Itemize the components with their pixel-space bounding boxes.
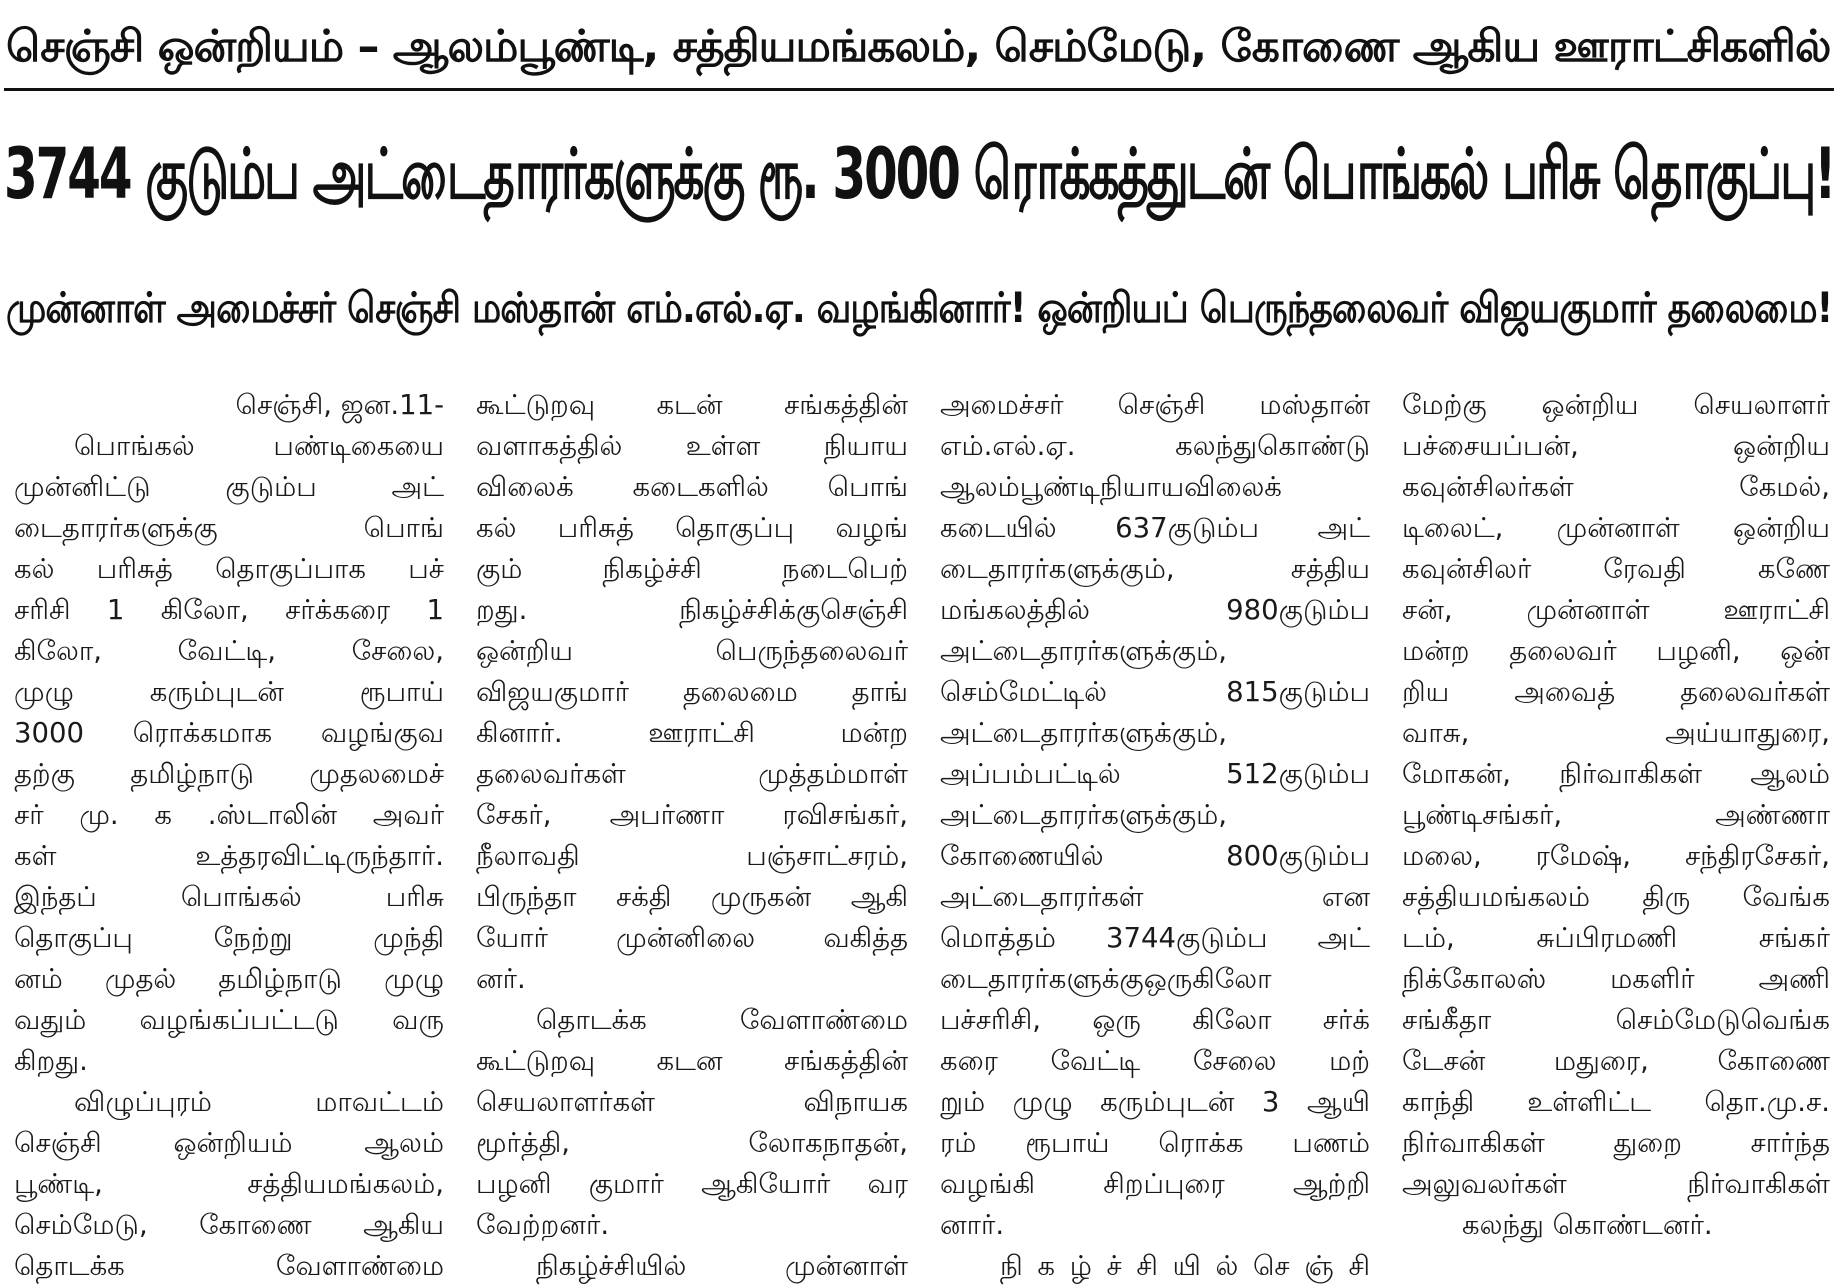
text-line: கலந்து கொண்டனர்.: [1462, 1209, 1713, 1241]
text-line: ஒன்றிய பெருந்தலைவர்: [476, 635, 908, 667]
text-line: மலை, ரமேஷ், சந்திரசேகர்,: [1402, 840, 1830, 872]
text-line: வாசு, அய்யாதுரை,: [1402, 717, 1830, 749]
text-line: கல் பரிசுத் தொகுப்பாக பச்: [14, 553, 444, 585]
text-line: சர் மு. க .ஸ்டாலின் அவர்: [14, 799, 444, 831]
text-line: கவுன்சிலர்கள் கேமல்,: [1402, 471, 1830, 503]
text-line: வளாகத்தில் உள்ள நியாய: [476, 430, 908, 462]
text-line: தொகுப்பு நேற்று முந்தி: [14, 922, 444, 954]
text-line: மங்கலத்தில் 980குடும்ப: [940, 594, 1370, 626]
text-line: சன், முன்னாள் ஊராட்சி: [1402, 594, 1830, 626]
text-line: தற்கு தமிழ்நாடு முதலமைச்: [14, 758, 444, 790]
article-column-2: [476, 385, 908, 1282]
text-line: வதும் வழங்கப்பட்டடு வரு: [14, 1004, 444, 1036]
text-line: மோகன், நிர்வாகிகள் ஆலம்: [1402, 758, 1830, 790]
text-line: கூட்டுறவு கடன் சங்கத்தின்: [476, 389, 908, 421]
text-line: விஜயகுமார் தலைமை தாங்: [476, 676, 908, 708]
text-line: முன்னிட்டு குடும்ப அட்: [14, 471, 444, 503]
text-line: நி க ழ் ச் சி யி ல் செ ஞ் சி: [1000, 1250, 1370, 1282]
text-line: கரை வேட்டி சேலை மற்: [940, 1045, 1370, 1077]
text-line: கிறது.: [14, 1045, 88, 1077]
text-line: கல் பரிசுத் தொகுப்பு வழங்: [476, 512, 908, 544]
text-line: விழுப்புரம் மாவட்டம்: [74, 1086, 444, 1118]
text-line: னர்.: [476, 963, 526, 995]
text-line: கும் நிகழ்ச்சி நடைபெற்: [476, 553, 908, 585]
text-line: சங்கீதா செம்மேடுவெங்க: [1402, 1004, 1830, 1036]
text-line: யோர் முன்னிலை வகித்த: [476, 922, 908, 954]
text-line: இந்தப் பொங்கல் பரிசு: [14, 881, 444, 913]
text-line: செயலாளர்கள் விநாயக: [476, 1086, 908, 1118]
text-line: பொங்கல் பண்டிகையை: [74, 430, 444, 462]
subheadline: முன்னாள் அமைச்சர் செஞ்சி மஸ்தான் எம்.எல்.ஏ. வழங்கினார்! ஒன்றியப் பெருந்தலைவர் விஜயகுமார் தலைமை!: [6, 283, 1833, 332]
text-line: அலுவலர்கள் நிர்வாகிகள்: [1402, 1168, 1830, 1200]
text-line: முழு கரும்புடன் ரூபாய்: [14, 676, 444, 708]
text-line: பச்சையப்பன், ஒன்றிய: [1402, 430, 1830, 462]
text-line: நிக்கோலஸ் மகளிர் அணி: [1402, 963, 1830, 995]
text-line: நிர்வாகிகள் துறை சார்ந்த: [1402, 1127, 1830, 1159]
text-line: அட்டைதாரர்கள் என: [940, 881, 1370, 913]
text-line: நீலாவதி பஞ்சாட்சரம்,: [476, 840, 908, 872]
text-line: கள் உத்தரவிட்டிருந்தார்.: [14, 840, 444, 872]
text-line: அமைச்சர் செஞ்சி மஸ்தான்: [940, 389, 1370, 421]
text-line: ஆலம்பூண்டிநியாயவிலைக்: [940, 471, 1282, 503]
text-line: னார்.: [940, 1209, 1005, 1241]
text-line: கூட்டுறவு கடன சங்கத்தின்: [476, 1045, 908, 1077]
text-line: தொடக்க வேளாண்மை: [536, 1004, 908, 1036]
text-line: கினார். ஊராட்சி மன்ற: [476, 717, 908, 749]
top-rule: [4, 88, 1834, 91]
text-line: வழங்கி சிறப்புரை ஆற்றி: [940, 1168, 1370, 1200]
text-line: ரம் ரூபாய் ரொக்க பணம்: [940, 1127, 1370, 1159]
text-line: பச்சரிசி, ஒரு கிலோ சர்க்: [940, 1004, 1370, 1036]
text-line: டம், சுப்பிரமணி சங்கர்: [1402, 922, 1830, 954]
text-line: கடையில் 637குடும்ப அட்: [940, 512, 1370, 544]
text-line: றிய அவைத் தலைவர்கள்: [1402, 676, 1830, 708]
text-line: அட்டைதாரர்களுக்கும்,: [940, 635, 1228, 667]
text-line: தொடக்க வேளாண்மை: [14, 1250, 444, 1282]
text-line: 3000 ரொக்கமாக வழங்குவ: [14, 717, 444, 749]
text-line: மூர்த்தி, லோகநாதன்,: [476, 1127, 908, 1159]
text-line: னம் முதல் தமிழ்நாடு முழு: [14, 963, 444, 995]
text-line: கவுன்சிலர் ரேவதி கணே: [1402, 553, 1830, 585]
text-line: நிகழ்ச்சியில் முன்னாள்: [536, 1250, 908, 1282]
text-line: செம்மேட்டில் 815குடும்ப: [940, 676, 1370, 708]
text-line: பழனி குமார் ஆகியோர் வர: [476, 1168, 908, 1200]
text-line: டேசன் மதுரை, கோணை: [1402, 1045, 1830, 1077]
text-line: வேற்றனர்.: [476, 1209, 610, 1241]
article-column-1: [14, 385, 444, 1282]
article-column-4: [1402, 385, 1830, 1245]
kicker-headline: செஞ்சி ஒன்றியம் – ஆலம்பூண்டி, சத்தியமங்கலம், செம்மேடு, கோணை ஆகிய ஊராட்சிகளில்: [6, 21, 1831, 72]
text-line: கிலோ, வேட்டி, சேலை,: [14, 635, 444, 667]
text-line: அப்பம்பட்டில் 512குடும்ப: [940, 758, 1370, 790]
text-line: றும் முழு கரும்புடன் 3 ஆயி: [940, 1086, 1370, 1118]
text-line: டைதாரர்களுக்குஒருகிலோ: [940, 963, 1272, 995]
text-line: தலைவர்கள் முத்தம்மாள்: [476, 758, 908, 790]
text-line: சத்தியமங்கலம் திரு வேங்க: [1402, 881, 1830, 913]
text-line: செம்மேடு, கோணை ஆகிய: [14, 1209, 444, 1241]
text-line: பிருந்தா சக்தி முருகன் ஆகி: [476, 881, 908, 913]
text-line: மொத்தம் 3744குடும்ப அட்: [940, 922, 1370, 954]
dateline: செஞ்சி, ஜன.11-: [235, 389, 444, 421]
text-line: மேற்கு ஒன்றிய செயலாளர்: [1402, 389, 1830, 421]
text-line: சேகர், அபர்ணா ரவிசங்கர்,: [476, 799, 908, 831]
text-line: எம்.எல்.ஏ. கலந்துகொண்டு: [940, 430, 1370, 462]
text-line: டைதாரர்களுக்கும், சத்திய: [940, 553, 1370, 585]
text-line: செஞ்சி ஒன்றியம் ஆலம்: [14, 1127, 444, 1159]
text-line: மன்ற தலைவர் பழனி, ஒன்: [1402, 635, 1830, 667]
text-line: பூண்டிசங்கர், அண்ணா: [1402, 799, 1830, 831]
text-line: பூண்டி, சத்தியமங்கலம்,: [14, 1168, 444, 1200]
article-column-3: [940, 385, 1370, 1282]
text-line: டிலைட், முன்னாள் ஒன்றிய: [1402, 512, 1830, 544]
text-line: டைதாரர்களுக்கு பொங்: [14, 512, 444, 544]
text-line: றது. நிகழ்ச்சிக்குசெஞ்சி: [476, 594, 908, 626]
text-line: சரிசி 1 கிலோ, சர்க்கரை 1: [14, 594, 444, 626]
text-line: விலைக் கடைகளில் பொங்: [476, 471, 908, 503]
text-line: அட்டைதாரர்களுக்கும்,: [940, 799, 1228, 831]
text-line: காந்தி உள்ளிட்ட தொ.மு.ச.: [1402, 1086, 1830, 1118]
text-line: அட்டைதாரர்களுக்கும்,: [940, 717, 1228, 749]
text-line: கோணையில் 800குடும்ப: [940, 840, 1370, 872]
main-headline: 3744 குடும்ப அட்டைதாரர்களுக்கு ரூ. 3000 ரொக்கத்துடன் பொங்கல் பரிசு தொகுப்பு!: [4, 133, 1835, 215]
